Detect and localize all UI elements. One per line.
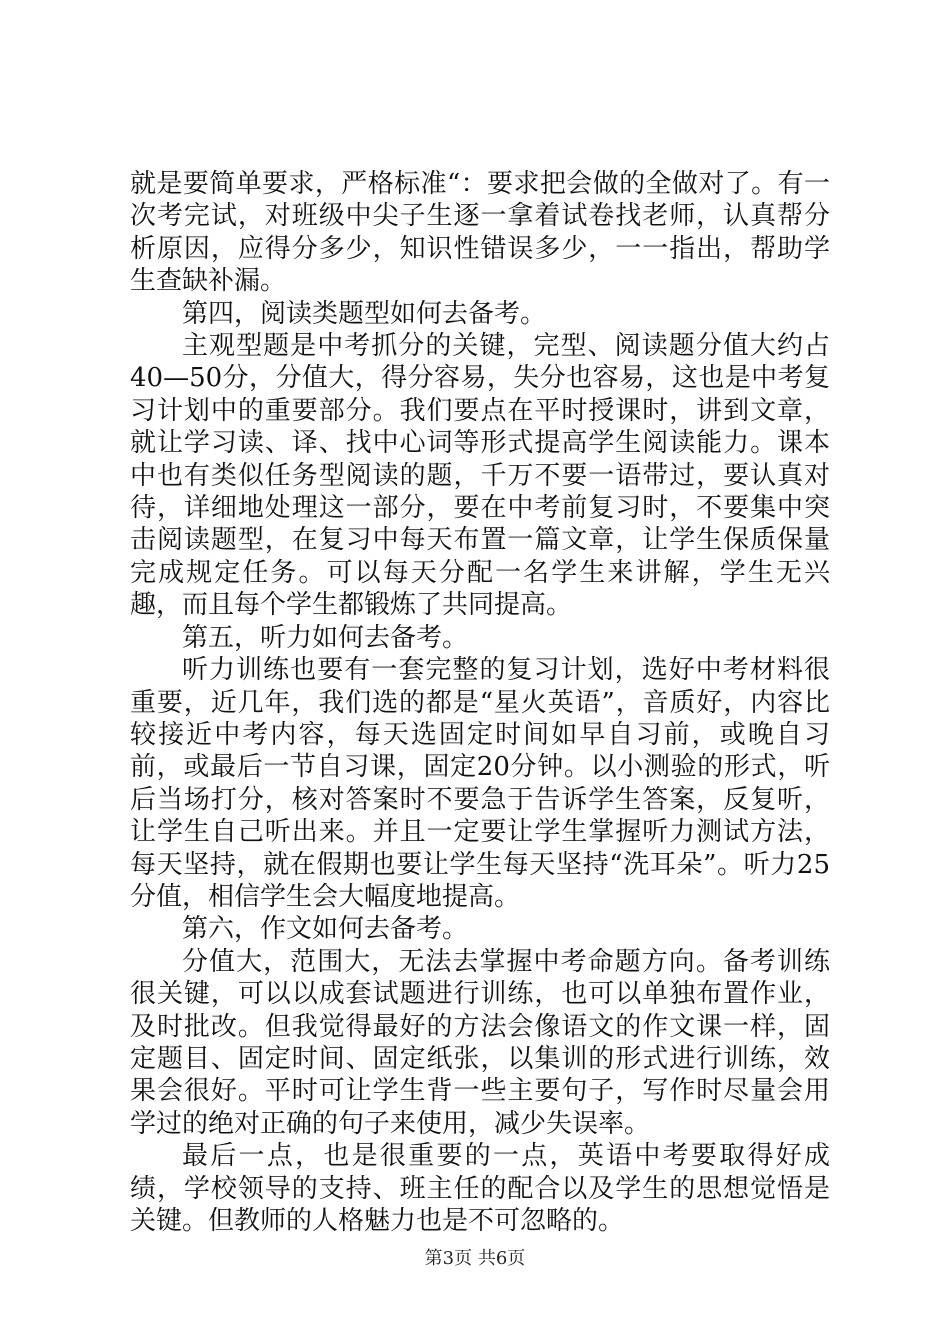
paragraph-reading: 主观型题是中考抓分的关键，完型、阅读题分值大约占40—50分，分值大，得分容易，失分也容易，这也是中考复习计划中的重要部分。我们要点在平时授课时，讲到文章，就让学习读、译、找中心词等形式提高学生阅读能力。课本中也有类似任务型阅读的题，千万不要一语带过，要认真对待，详细地处理这一部分，要在中考前复习时，不要集中突击阅读题型，在复习中每天布置一篇文章，让学生保质保量完成规定任务。可以每天分配一名学生来讲解，学生无兴趣，而且每个学生都锻炼了共同提高。 — [130, 331, 830, 621]
paragraph-conclusion: 最后一点，也是很重要的一点，英语中考要取得好成绩，学校领导的支持、班主任的配合以及学生的思想觉悟是关键。但教师的人格魅力也是不可忽略的。 — [130, 1141, 830, 1236]
section-heading-writing: 第六，作文如何去备考。 — [182, 914, 469, 945]
page-number-label: 第3页 共6页 — [424, 1248, 526, 1269]
section-heading-listening: 第五，听力如何去备考。 — [182, 622, 469, 653]
document-body — [130, 168, 830, 1237]
page-footer — [0, 1244, 950, 1270]
paragraph-listening: 听力训练也要有一套完整的复习计划，选好中考材料很重要，近几年，我们选的都是“星火英语”，音质好，内容比较接近中考内容，每天选固定时间如早自习前，或晚自习前，或最后一节自习课，固定20分钟。以小测验的形式，听后当场打分，核对答案时不要急于告诉学生答案，反复听，让学生自己听出来。并且一定要让学生掌握听力测试方法，每天坚持，就在假期也要让学生每天坚持“洗耳朵”。听力25分值，相信学生会大幅度地提高。 — [130, 655, 830, 912]
paragraph-continuation: 就是要简单要求，严格标准“：要求把会做的全做对了。有一次考完试，对班级中尖子生逐一拿着试卷找老师，认真帮分析原因，应得分多少，知识性错误多少，一一指出，帮助学生查缺补漏。 — [130, 169, 830, 297]
paragraph-writing: 分值大，范围大，无法去掌握中考命题方向。备考训练很关键，可以以成套试题进行训练，也可以单独布置作业，及时批改。但我觉得最好的方法会像语文的作文课一样，固定题目、固定时间、固定纸张，以集训的形式进行训练，效果会很好。平时可让学生背一些主要句子，写作时尽量会用学过的绝对正确的句子来使用，减少失误率。 — [130, 946, 830, 1139]
section-heading-reading: 第四，阅读类题型如何去备考。 — [182, 298, 547, 329]
